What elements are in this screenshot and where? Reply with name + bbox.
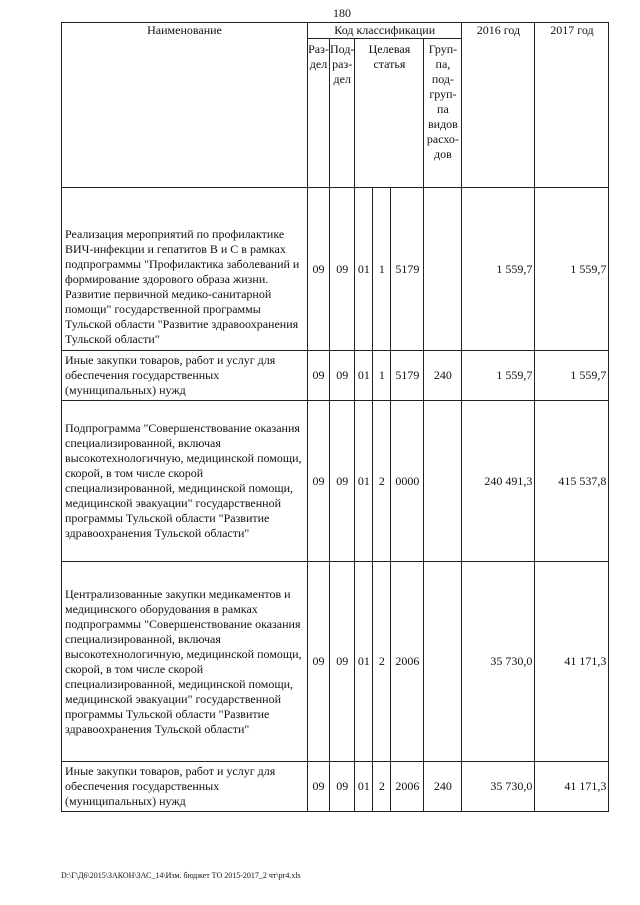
row-target-2: 1 (373, 351, 391, 401)
row-group: 240 (424, 762, 462, 812)
row-target-3: 5179 (391, 351, 424, 401)
budget-table (61, 22, 609, 812)
row-2016: 35 730,0 (462, 562, 535, 762)
row-group (424, 562, 462, 762)
row-2016: 1 559,7 (462, 188, 535, 351)
header-razdel: Раз- дел (308, 39, 330, 188)
table-row (62, 188, 609, 351)
row-target-1: 01 (355, 188, 373, 351)
header-target: Целевая статья (355, 39, 424, 188)
header-podrazdel: Под- раз- дел (330, 39, 355, 188)
row-2016: 35 730,0 (462, 762, 535, 812)
row-2017: 1 559,7 (535, 351, 609, 401)
page-number: 180 (333, 6, 351, 20)
row-podrazdel: 09 (330, 401, 355, 562)
row-target-1: 01 (355, 401, 373, 562)
row-2016: 1 559,7 (462, 351, 535, 401)
file-path-footer: D:\Г\Д6\2015\ЗАКОН\ЗАС_14\Изм. бюджет ТО 2015-2017_2 чт\pr4.xls (61, 871, 301, 880)
header-2016: 2016 год (462, 23, 535, 188)
header-group: Груп- па, под- груп- па видов расхо- дов (424, 39, 462, 188)
row-2017: 1 559,7 (535, 188, 609, 351)
row-podrazdel: 09 (330, 188, 355, 351)
row-target-3: 2006 (391, 762, 424, 812)
row-2016: 240 491,3 (462, 401, 535, 562)
row-target-3: 5179 (391, 188, 424, 351)
row-razdel: 09 (308, 562, 330, 762)
row-target-2: 2 (373, 401, 391, 562)
row-target-3: 2006 (391, 562, 424, 762)
header-2017: 2017 год (535, 23, 609, 188)
row-2017: 41 171,3 (535, 762, 609, 812)
row-target-2: 2 (373, 562, 391, 762)
row-target-1: 01 (355, 762, 373, 812)
row-2017: 41 171,3 (535, 562, 609, 762)
row-podrazdel: 09 (330, 562, 355, 762)
row-name: Иные закупки товаров, работ и услуг для обеспечения государственных (муниципальных) нужд (62, 351, 308, 401)
row-razdel: 09 (308, 351, 330, 401)
row-target-1: 01 (355, 351, 373, 401)
row-name: Централизованные закупки медикаментов и медицинского оборудования в рамках подпрограммы "Совершенствование оказания специализированной, включая высокотехнологичную, медицинской помощи, скорой, в том числе скорой специализированной, медицинской помощи, медицинской эвакуации" государственной программы Тульской области "Развитие здравоохранения Тульской области" (62, 562, 308, 762)
row-target-3: 0000 (391, 401, 424, 562)
header-name: Наименование (62, 23, 308, 188)
row-target-2: 2 (373, 762, 391, 812)
row-2017: 415 537,8 (535, 401, 609, 562)
row-podrazdel: 09 (330, 762, 355, 812)
header-code: Код классификации (308, 23, 462, 39)
row-razdel: 09 (308, 188, 330, 351)
row-target-1: 01 (355, 562, 373, 762)
row-group (424, 401, 462, 562)
table-row (62, 562, 609, 762)
table-row (62, 351, 609, 401)
row-razdel: 09 (308, 762, 330, 812)
row-target-2: 1 (373, 188, 391, 351)
row-name: Иные закупки товаров, работ и услуг для обеспечения государственных (муниципальных) нужд (62, 762, 308, 812)
row-razdel: 09 (308, 401, 330, 562)
row-podrazdel: 09 (330, 351, 355, 401)
row-name: Реализация мероприятий по профилактике ВИЧ-инфекции и гепатитов В и С в рамках подпрограммы "Профилактика заболеваний и формирование здорового образа жизни. Развитие первичной медико-санитарной помощи" государственной программы Тульской области "Развитие здравоохранения Тульской области" (62, 188, 308, 351)
table-row (62, 401, 609, 562)
row-group: 240 (424, 351, 462, 401)
row-group (424, 188, 462, 351)
table-row (62, 762, 609, 812)
row-name: Подпрограмма "Совершенствование оказания специализированной, включая высокотехнологичную, медицинской помощи, скорой, в том числе скорой специализированной, медицинской помощи, медицинской эвакуации" государственной программы Тульской области "Развитие здравоохранения Тульской области" (62, 401, 308, 562)
